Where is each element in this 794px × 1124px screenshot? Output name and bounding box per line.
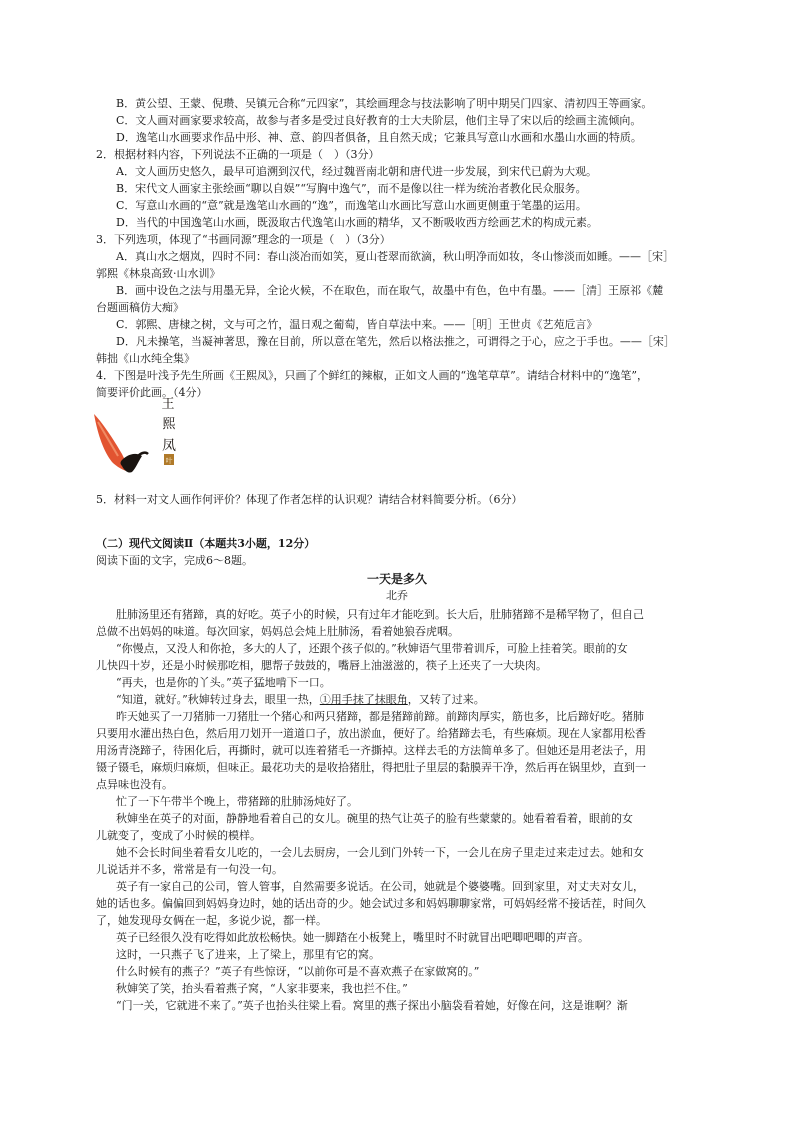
story-p3: “再夫，也是你的丫头。”英子猛地啃下一口。 — [116, 676, 331, 689]
q2-option-a: A．文人画历史悠久，最早可追溯到汉代，经过魏晋南北朝和唐代进一步发展，到宋代已蔚为大观。 — [116, 165, 597, 178]
story-p2-line2: 儿快四十岁，还是小时候那吃相，腮帮子鼓鼓的，嘴唇上油滋滋的，筷子上还夹了一大块肉。 — [96, 659, 547, 672]
q4-stem-line2: 简要评价此画。（4分） — [96, 386, 208, 399]
q1-option-b: B．黄公望、王蒙、倪瓒、吴镇元合称“元四家”，其绘画理念与技法影响了明中期吴门四家、清初四王等画家。 — [116, 97, 653, 110]
story-p7-line1: 秋婶坐在英子的对面，静静地看着自己的女儿。碗里的热气让英子的脸有些蒙蒙的。她看着看着，眼前的女 — [116, 812, 633, 825]
q2-option-d: D．当代的中国逸笔山水画，既汲取古代逸笔山水画的精华，又不断吸收西方绘画艺术的构成元素。 — [116, 216, 598, 229]
q3-option-d-line2: 韩拙《山水纯全集》 — [96, 352, 195, 365]
story-p14: “门一关，它就进不来了。”英子也抬头往梁上看。窝里的燕子探出小脑袋看着她，好像在问，这是谁啊？渐 — [116, 999, 628, 1012]
story-p9-line1: 英子有一家自己的公司，管人管事，自然需要多说话。在公司，她就是个婆婆嘴。回到家里，对丈夫对女儿， — [116, 880, 644, 893]
section-2-heading: （二）现代文阅读Ⅱ（本题共3小题，12分） — [96, 537, 316, 550]
story-p8-line2: 儿说话并不多，常常是有一句没一句。 — [96, 863, 283, 876]
painting-inscription-char-1: 王 — [161, 397, 175, 412]
story-p2-line1: “你慢点，又没人和你抢，多大的人了，还跟个孩子似的。”秋婶语气里带着训斥，可脸上挂着笑。眼前的女 — [116, 642, 628, 655]
story-p7-line2: 儿就变了，变成了小时候的模样。 — [96, 829, 261, 842]
story-p6: 忙了一下午带半个晚上，带猪蹄的肚肺汤炖好了。 — [116, 795, 358, 808]
q1-option-d: D．逸笔山水画要求作品中形、神、意、韵四者俱备，且自然天成；它兼具写意山水画和水墨山水画的特质。 — [116, 131, 642, 144]
painting-inscription-char-2: 熙 — [162, 417, 176, 432]
q3-option-a-line1: A．真山水之烟岚，四时不同：春山淡冶而如笑，夏山苍翠而欲滴，秋山明净而如妆，冬山惨淡而如睡。——［宋］ — [116, 250, 674, 263]
story-p1-line2: 总做不出妈妈的味道。每次回家，妈妈总会炖上肚肺汤，看着她狼吞虎咽。 — [96, 625, 459, 638]
story-p5-line4: 镊子镊毛，麻烦归麻烦，但味正。最花功夫的是收拾猪肚，得把肚子里层的黏膜弄干净，然后再在锅里炒，直到一 — [96, 761, 646, 774]
story-p4-pre: “知道，就好。”秋婶转过身去，眼里一热， — [116, 693, 320, 706]
q2-option-b: B．宋代文人画家主张绘画“聊以自娱”“写胸中逸气”，而不是像以往一样为统治者教化民众服务。 — [116, 182, 587, 195]
story-p8-line1: 她不会长时间坐着看女儿吃的，一会儿去厨房，一会儿到门外转一下，一会儿在房子里走过来走过去。她和女 — [116, 846, 644, 859]
q4-stem-line1: 4．下图是叶浅予先生所画《王熙凤》，只画了个鲜红的辣椒，正如文人画的“逸笔草草”。请结合材料中的“逸笔”， — [96, 369, 648, 382]
chili-stem-tip — [138, 453, 148, 456]
painting-seal-char: 叶 — [165, 457, 173, 465]
q3-option-b-line2: 台题画稿仿大痴》 — [96, 301, 184, 314]
story-author: 北乔 — [386, 589, 408, 602]
q5-stem: 5．材料一对文人画作何评价？体现了作者怎样的认识观？请结合材料简要分析。（6分） — [96, 493, 523, 506]
story-p5-line3: 用汤青浇蹄子，待困化后，再撕时，就可以连着猪毛一齐撕掉。这样去毛的方法简单多了。但她还是用老法子，用 — [96, 744, 646, 757]
story-p5-line1: 昨天她买了一刀猪肺一刀猪肚一个猪心和两只猪蹄，都是猪蹄前蹄。前蹄肉厚实，筋也多，比后蹄好吃。猪肺 — [116, 710, 644, 723]
story-p4-underlined: ①用手抹了抹眼角 — [319, 693, 408, 706]
section-2-instruction: 阅读下面的文字，完成6～8题。 — [96, 554, 253, 567]
wang-xifeng-painting — [92, 392, 202, 492]
story-p1-line1: 肚肺汤里还有猪蹄，真的好吃。英子小的时候，只有过年才能吃到。长大后，肚肺猪蹄不是稀罕物了，但自己 — [116, 608, 644, 621]
q3-option-c: C．郭熙、唐棣之树，文与可之竹，温日观之葡萄，皆自草法中来。——［明］王世贞《艺苑卮言》 — [116, 318, 598, 331]
q3-option-d-line1: D．凡未操笔，当凝神著思，豫在目前，所以意在笔先，然后以格法推之，可谓得之于心，应之于手也。——［宋］ — [116, 335, 675, 348]
story-p13: 秋婶笑了笑，抬头看着燕子窝，“人家非要来，我也拦不住。” — [116, 982, 408, 995]
story-p4-post: ，又转了过来。 — [407, 693, 485, 706]
q3-option-b-line1: B．画中设色之法与用墨无异，全论火候，不在取色，而在取气，故墨中有色，色中有墨。——［清］王原祁《麓 — [116, 284, 664, 297]
q2-option-c: C．写意山水画的“意”就是逸笔山水画的“逸”，而逸笔山水画比写意山水画更侧重于笔墨的运用。 — [116, 199, 587, 212]
story-title: 一天是多久 — [366, 572, 427, 586]
story-p10: 英子已经很久没有吃得如此放松畅快。她一脚踏在小板凳上，嘴里时不时就冒出吧唧吧唧的声音。 — [116, 931, 589, 944]
story-p11: 这时，一只燕子飞了进来，上了梁上，那里有它的窝。 — [116, 948, 380, 961]
story-p5-line5: 点异味也没有。 — [96, 778, 173, 791]
q2-stem: 2．根据材料内容，下列说法不正确的一项是（ ）（3分） — [96, 148, 380, 161]
story-p9-line3: 了，她发现母女俩在一起，多说少说，都一样。 — [96, 914, 327, 927]
q3-option-a-line2: 郭熙《林泉高致·山水训》 — [96, 267, 221, 280]
story-p9-line2: 她的话也多。偏偏回到妈妈身边时，她的话出奇的少。她会试过多和妈妈聊聊家常，可妈妈经常不接话茬，时间久 — [96, 897, 646, 910]
story-p5-line2: 只要用水灌出热白色，然后用刀划开一道道口子，放出淤血，便好了。给猪蹄去毛，有些麻烦。现在人家都用松香 — [96, 727, 646, 740]
painting-inscription-char-3: 凤 — [162, 438, 176, 454]
q1-option-c: C．文人画对画家要求较高，故参与者多是受过良好教育的士大夫阶层，他们主导了宋以后的绘画主流倾向。 — [116, 114, 642, 127]
story-p4 — [0, 693, 794, 707]
q3-stem: 3．下列选项，体现了“书画同源”理念的一项是（ ）（3分） — [96, 233, 391, 246]
story-p12: 什么时候有的燕子？”英子有些惊讶，“以前你可是不喜欢燕子在家做窝的。” — [116, 965, 480, 978]
